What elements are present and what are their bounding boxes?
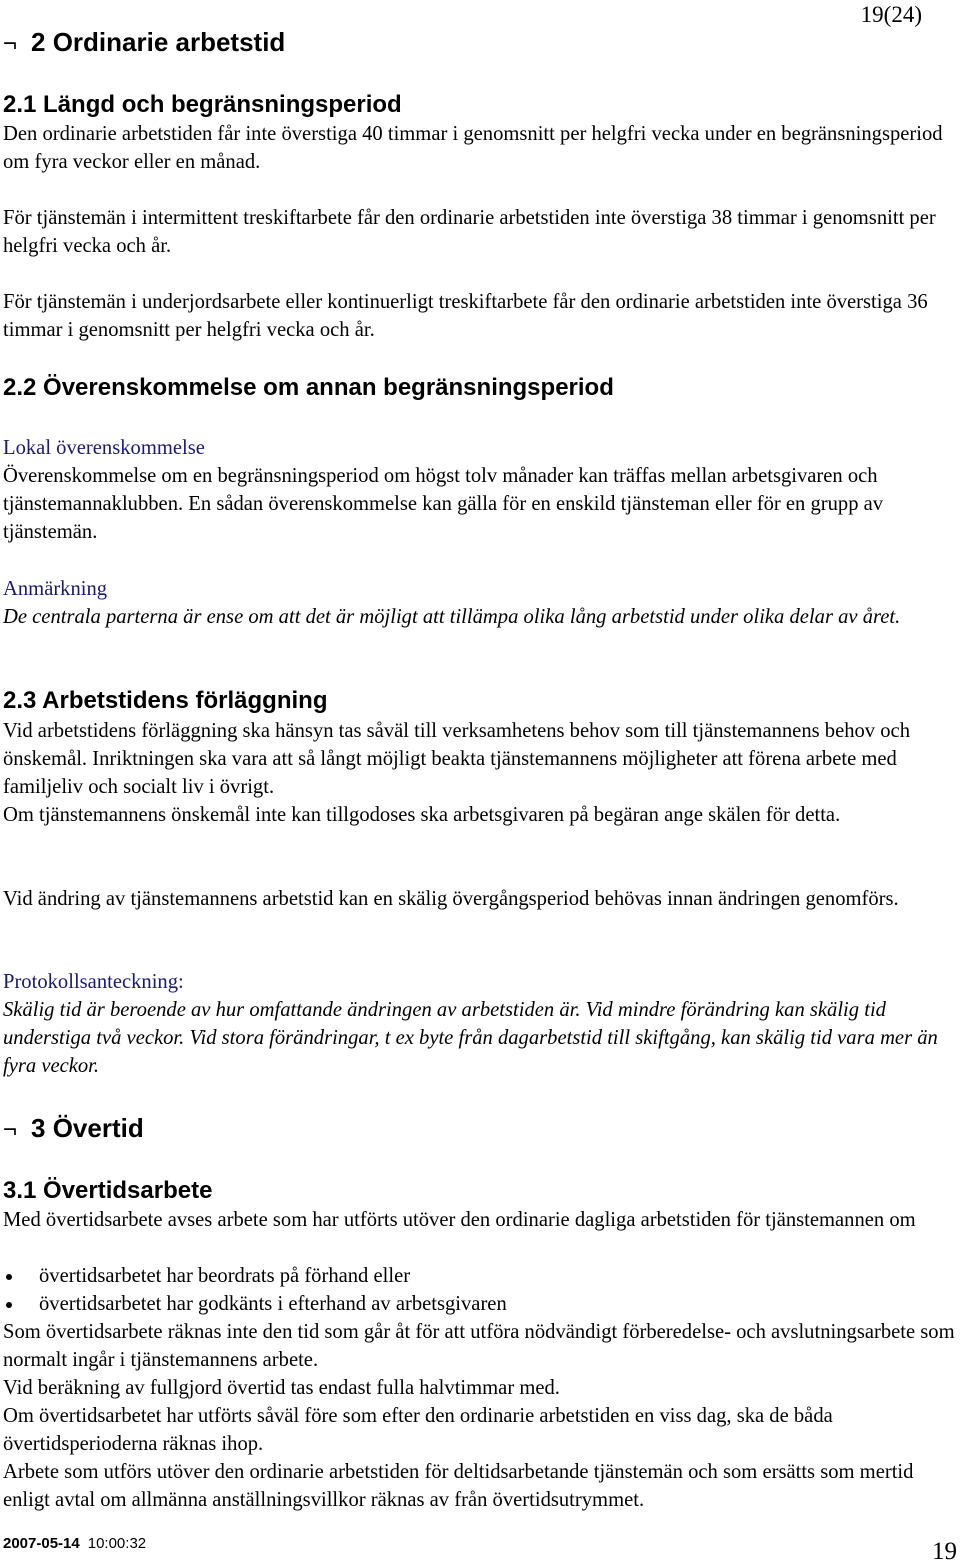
paragraph-2-3-b: Om tjänstemannens önskemål inte kan tillgodoses ska arbetsgivaren på begäran ange skälen för detta. [3,804,841,826]
paragraph-3-1-a: Som övertidsarbete räknas inte den tid som går åt för att utföra nödvändigt förberedelse- och avslutningsarbete som normalt ingår i tjänstemannens arbete. [3,1321,955,1371]
paragraph-2-3-c: Vid ändring av tjänstemannens arbetstid kan en skälig övergångsperiod behövas innan ändringen genomförs. [3,888,899,910]
page-counter: 19(24) [860,2,922,27]
footer-page-number: 19 [932,1538,957,1565]
heading-3-1: 3.1 Övertidsarbete [3,1177,213,1204]
paragraph-3-1-intro: Med övertidsarbete avses arbete som har utförts utöver den ordinarie dagliga arbetstiden för tjänstemannen om [3,1209,916,1231]
footer-timestamp [3,1535,146,1552]
label-note: Anmärkning [3,578,108,600]
footer-date: 2007-05-14 [3,1535,80,1552]
section-marker-icon: ¬ [3,1116,18,1143]
paragraph-2-3-a: Vid arbetstidens förläggning ska hänsyn tas såväl till verksamhetens behov som till tjänstemannens behov och önskemål. Inriktningen ska vara att så långt möjligt beakta tjänstemannens möjligheter att förena arbete med familjeliv och socialt liv i övrigt. [3,720,910,798]
paragraph-2-1-a: Den ordinarie arbetstiden får inte överstiga 40 timmar i genomsnitt per helgfri vecka under en begränsningsperiod om fyra veckor eller en månad. [3,123,943,173]
section-2-heading [3,26,285,60]
paragraph-3-1-c: Om övertidsarbetet har utförts såväl före som efter den ordinarie arbetstiden en viss dag, ska de båda övertidsperioderna räknas ihop. [3,1405,833,1455]
paragraph-2-1-b: För tjänstemän i intermittent treskiftarbete får den ordinarie arbetstiden inte överstiga 38 timmar i genomsnitt per helgfri vecka och år. [3,207,936,257]
section-marker-icon: ¬ [3,30,18,57]
heading-2-3: 2.3 Arbetstidens förläggning [3,687,328,714]
label-local-agreement: Lokal överenskommelse [3,437,205,459]
paragraph-2-2-note: De centrala parterna är ense om att det är möjligt att tillämpa olika lång arbetstid under olika delar av året. [3,606,901,628]
heading-2-1: 2.1 Längd och begränsningsperiod [3,91,402,118]
section-3-heading [3,1112,144,1146]
section-2-title: 2 Ordinarie arbetstid [31,27,286,57]
paragraph-2-3-protocol: Skälig tid är beroende av hur omfattande ändringen av arbetstiden är. Vid mindre förändring kan skälig tid understiga två veckor. Vid stora förändringar, t ex byte från dagarbetstid till skiftgång, kan skälig tid vara mer än fyra veckor. [3,999,938,1077]
paragraph-3-1-b: Vid beräkning av fullgjord övertid tas endast fulla halvtimmar med. [3,1377,560,1399]
paragraph-2-2-a: Överenskommelse om en begränsningsperiod om högst tolv månader kan träffas mellan arbetsgivaren och tjänstemannaklubben. En sådan överenskommelse kan gälla för en enskild tjänsteman eller för en grupp av tjänstemän. [3,465,884,543]
label-protocol: Protokollsanteckning: [3,971,184,993]
list-item: övertidsarbetet har godkänts i efterhand av arbetsgivaren [3,1290,958,1318]
paragraph-2-1-c: För tjänstemän i underjordsarbete eller kontinuerligt treskiftarbete får den ordinarie arbetstiden inte överstiga 36 timmar i genomsnitt per helgfri vecka och år. [3,291,928,341]
paragraph-3-1-d: Arbete som utförs utöver den ordinarie arbetstiden för deltidsarbetande tjänstemän och som ersätts som mertid enligt avtal om allmänna anställningsvillkor räknas av från övertidsutrymmet. [3,1461,914,1511]
footer-time: 10:00:32 [87,1535,147,1552]
bullet-list [3,1262,958,1318]
section-3-title: 3 Övertid [31,1113,144,1143]
list-item: övertidsarbetet har beordrats på förhand eller [3,1262,958,1290]
heading-2-2: 2.2 Överenskommelse om annan begränsningsperiod [3,374,614,401]
